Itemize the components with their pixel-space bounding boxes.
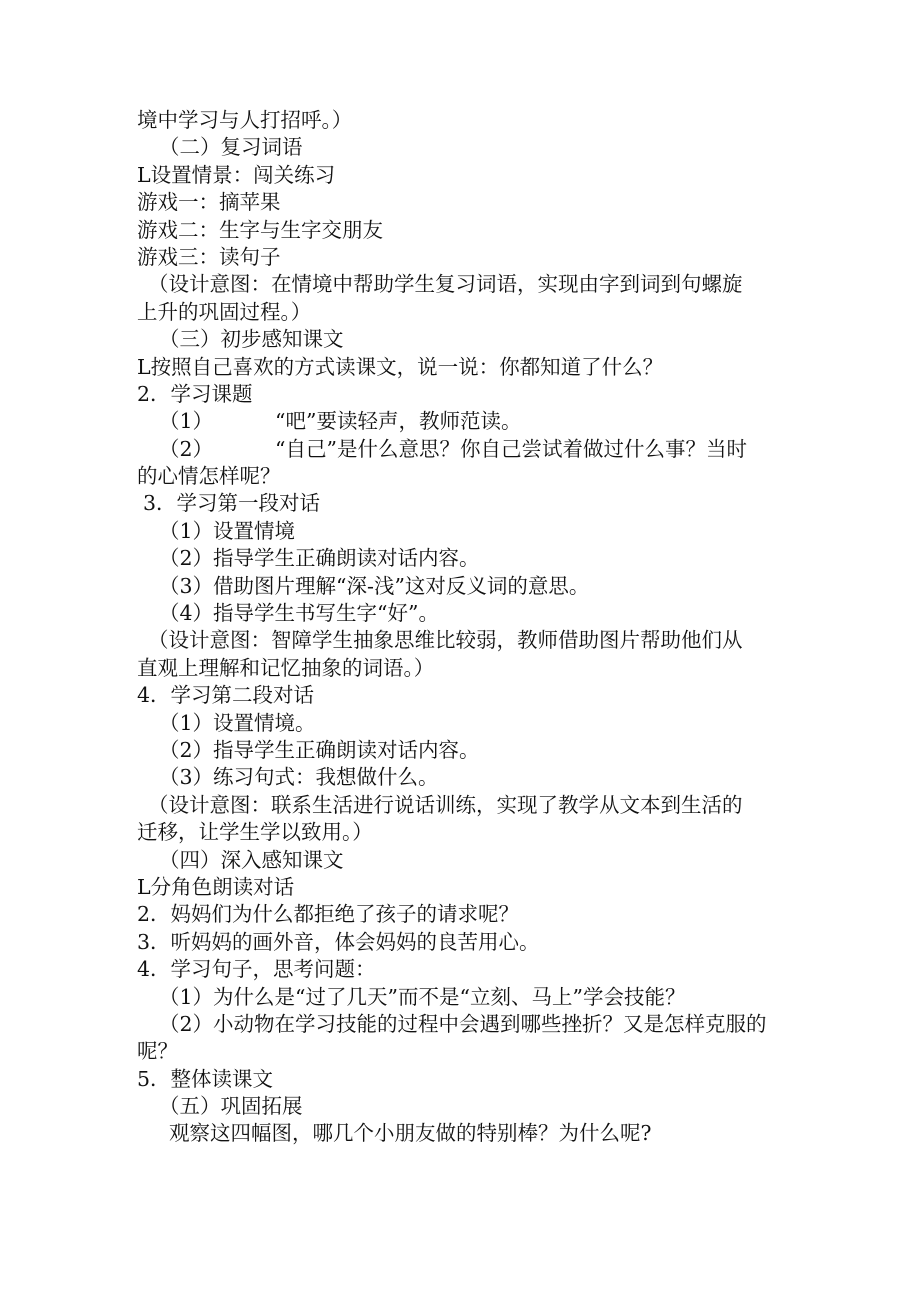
design-intent-line: （设计意图：在情境中帮助学生复习词语，实现由字到词到句螺旋 [148, 272, 743, 297]
sub-item-line: （2）指导学生正确朗读对话内容。 [159, 737, 480, 762]
sub-item-line [137, 436, 797, 463]
text-line: 上升的巩固过程。） [137, 299, 312, 324]
text-line: 3．学习第一段对话 [143, 491, 321, 516]
document-body [137, 107, 797, 1148]
text-line: 3．听妈妈的画外音，体会妈妈的良苦用心。 [137, 929, 540, 954]
text-line: L分角色朗读对话 [137, 874, 295, 899]
text-line: 观察这四幅图，哪几个小朋友做的特别棒？为什么呢? [169, 1121, 652, 1146]
text-line: 4．学习第二段对话 [137, 683, 315, 708]
sub-item-line: （1）设置情境。 [159, 710, 316, 735]
sub-item-line: （3）借助图片理解“深-浅”这对反义词的意思。 [159, 573, 590, 598]
sub-item-number: （1） [159, 409, 214, 434]
text-line: 游戏三：读句子 [137, 244, 281, 269]
text-line: 2．学习课题 [137, 381, 253, 406]
text-line: 游戏一：摘苹果 [137, 190, 281, 215]
text-line: 直观上理解和记忆抽象的词语。） [137, 655, 435, 680]
sub-item-line: （4）指导学生书写生字“好”。 [159, 601, 440, 626]
text-line: 呢？ [137, 1039, 178, 1064]
section-heading-2: （二）复习词语 [159, 135, 303, 160]
text-line: 的心情怎样呢？ [137, 464, 281, 489]
text-line: 游戏二：生字与生字交朋友 [137, 217, 383, 242]
section-heading-3: （三）初步感知课文 [159, 327, 344, 352]
sub-item-line: （2）小动物在学习技能的过程中会遇到哪些挫折？又是怎样克服的 [159, 1011, 767, 1036]
sub-item-line: （2）指导学生正确朗读对话内容。 [159, 546, 480, 571]
sub-item-number: （2） [159, 436, 214, 461]
text-line: 迁移，让学生学以致用。） [137, 820, 373, 845]
text-line: 5．整体读课文 [137, 1066, 274, 1091]
design-intent-line: （设计意图：智障学生抽象思维比较弱，教师借助图片帮助他们从 [148, 628, 743, 653]
sub-item-text: “自己”是什么意思？你自己尝试着做过什么事？当时 [275, 436, 748, 461]
sub-item-line [137, 408, 797, 435]
design-intent-line: （设计意图：联系生活进行说话训练，实现了教学从文本到生活的 [148, 792, 743, 817]
sub-item-line: （1）设置情境 [159, 518, 296, 543]
text-line: L设置情景：闯关练习 [137, 162, 336, 187]
text-line: 2．妈妈们为什么都拒绝了孩子的请求呢？ [137, 902, 520, 927]
sub-item-text: “吧”要读轻声，教师范读。 [275, 409, 522, 434]
section-heading-5: （五）巩固拓展 [159, 1094, 303, 1119]
text-line: 4．学习句子，思考问题： [137, 957, 376, 982]
section-heading-4: （四）深入感知课文 [159, 847, 344, 872]
text-line: 境中学习与人打招呼。） [137, 108, 353, 132]
sub-item-line: （1）为什么是“过了几天”而不是“立刻、马上”学会技能？ [159, 984, 686, 1009]
sub-item-line: （3）练习句式：我想做什么。 [159, 765, 439, 790]
text-line: L按照自己喜欢的方式读课文，说一说：你都知道了什么？ [137, 354, 664, 379]
